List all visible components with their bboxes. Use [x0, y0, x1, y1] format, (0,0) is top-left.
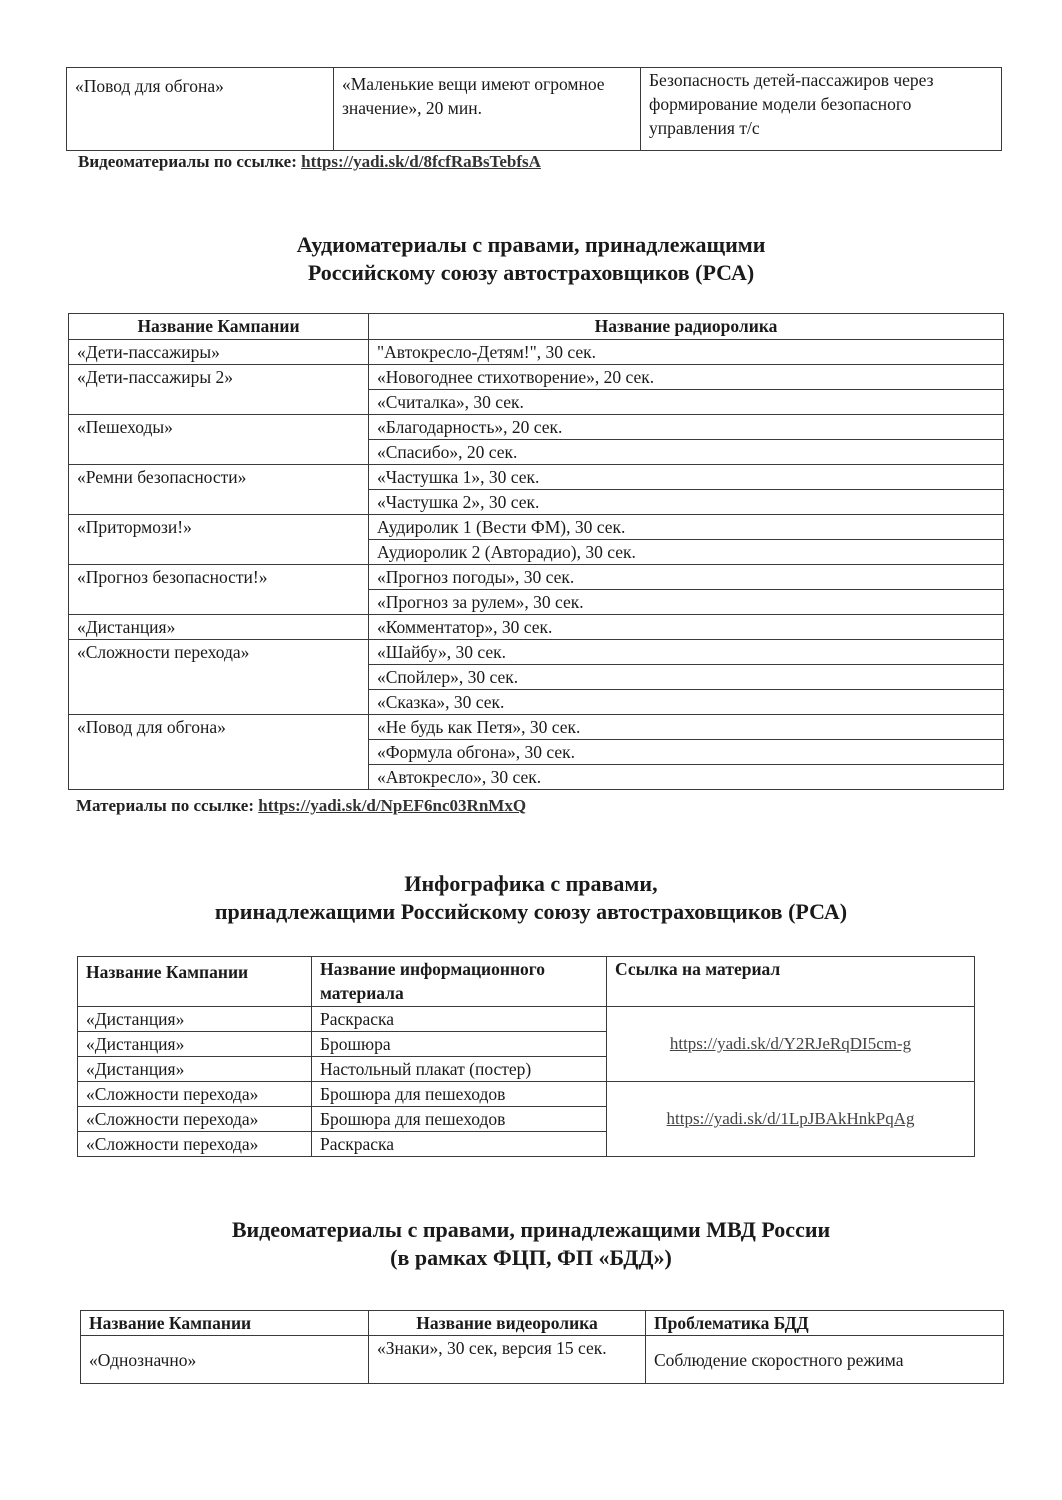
- radio-title-cell: «Прогноз за рулем», 30 сек.: [369, 590, 1004, 615]
- radio-title-cell: «Частушка 2», 30 сек.: [369, 490, 1004, 515]
- infographic-title-line2: принадлежащими Российскому союзу автостраховщиков (РСА): [214, 899, 848, 924]
- infographic-section-title: [0, 870, 1062, 926]
- audio-link-line: [76, 796, 526, 816]
- radio-title-cell: «Новогоднее стихотворение», 20 сек.: [369, 365, 1004, 390]
- infographic-link-crossing[interactable]: https://yadi.sk/d/1LpJBAkHnkPqAg: [666, 1109, 915, 1128]
- video-link-line: [78, 152, 541, 172]
- table-header-row: [78, 957, 975, 1007]
- link-cell: [607, 1082, 975, 1157]
- campaign-cell: «Дистанция»: [69, 615, 369, 640]
- infographic-table: [77, 956, 975, 1157]
- header-campaign: Название Кампании: [81, 1311, 369, 1336]
- video-section-title: [0, 1216, 1062, 1272]
- radio-title-cell: «Прогноз погоды», 30 сек.: [369, 565, 1004, 590]
- table-row: [69, 415, 1004, 440]
- table-row: [69, 515, 1004, 540]
- campaign-cell: «Прогноз безопасности!»: [69, 565, 369, 615]
- table-row: [69, 465, 1004, 490]
- table-row: [78, 1007, 975, 1032]
- video-title-cell: «Знаки», 30 сек, версия 15 сек.: [369, 1336, 646, 1384]
- material-cell: Брошюра для пешеходов: [312, 1082, 607, 1107]
- header-radio-title: Название радиоролика: [369, 314, 1004, 340]
- radio-title-cell: "Автокресло-Детям!", 30 сек.: [369, 340, 1004, 365]
- video-title-cell: «Маленькие вещи имеют огромное значение», 20 мин.: [334, 68, 641, 151]
- radio-title-cell: «Шайбу», 30 сек.: [369, 640, 1004, 665]
- table-row: [69, 640, 1004, 665]
- infographic-link-distance[interactable]: https://yadi.sk/d/Y2RJeRqDI5cm-g: [669, 1034, 912, 1053]
- campaign-cell: «Дистанция»: [78, 1057, 312, 1082]
- video-title-line1: Видеоматериалы с правами, принадлежащими МВД России: [231, 1217, 831, 1242]
- video-link-label: Видеоматериалы по ссылке:: [78, 152, 297, 171]
- campaign-cell: «Дистанция»: [78, 1007, 312, 1032]
- table-row: [81, 1336, 1004, 1384]
- radio-title-cell: Аудиоролик 2 (Авторадио), 30 сек.: [369, 540, 1004, 565]
- infographic-title-line1: Инфографика с правами,: [404, 871, 658, 896]
- audio-link[interactable]: https://yadi.sk/d/NpEF6nc03RnMxQ: [258, 796, 527, 815]
- mvd-video-table: [80, 1310, 1004, 1384]
- campaign-cell: «Повод для обгона»: [67, 68, 334, 151]
- radio-title-cell: «Сказка», 30 сек.: [369, 690, 1004, 715]
- campaign-cell: «Однозначно»: [81, 1336, 369, 1384]
- table-row: [69, 615, 1004, 640]
- campaign-cell: «Сложности перехода»: [69, 640, 369, 715]
- top-video-table: [66, 67, 1002, 151]
- video-link[interactable]: https://yadi.sk/d/8fcfRaBsTebfsA: [301, 152, 541, 171]
- radio-title-cell: Аудиролик 1 (Вести ФМ), 30 сек.: [369, 515, 1004, 540]
- material-cell: Раскраска: [312, 1132, 607, 1157]
- link-cell: [607, 1007, 975, 1082]
- campaign-cell: «Повод для обгона»: [69, 715, 369, 790]
- table-header-row: [81, 1311, 1004, 1336]
- campaign-cell: «Дети-пассажиры»: [69, 340, 369, 365]
- issue-cell: Соблюдение скоростного режима: [646, 1336, 1004, 1384]
- radio-title-cell: «Комментатор», 30 сек.: [369, 615, 1004, 640]
- audio-section-title: [0, 231, 1062, 287]
- radio-title-cell: «Спасибо», 20 сек.: [369, 440, 1004, 465]
- campaign-cell: «Пешеходы»: [69, 415, 369, 465]
- radio-title-cell: «Спойлер», 30 сек.: [369, 665, 1004, 690]
- material-cell: Настольный плакат (постер): [312, 1057, 607, 1082]
- header-link: Ссылка на материал: [607, 957, 975, 1007]
- radio-title-cell: «Не будь как Петя», 30 сек.: [369, 715, 1004, 740]
- campaign-cell: «Сложности перехода»: [78, 1082, 312, 1107]
- campaign-cell: «Дети-пассажиры 2»: [69, 365, 369, 415]
- campaign-cell: «Сложности перехода»: [78, 1107, 312, 1132]
- campaign-cell: «Притормози!»: [69, 515, 369, 565]
- audio-table: [68, 313, 1004, 790]
- campaign-cell: «Дистанция»: [78, 1032, 312, 1057]
- table-row: [69, 365, 1004, 390]
- radio-title-cell: «Частушка 1», 30 сек.: [369, 465, 1004, 490]
- header-campaign: Название Кампании: [78, 957, 312, 1007]
- issue-cell: Безопасность детей-пассажиров через формирование модели безопасного управления т/с: [641, 68, 1002, 151]
- table-row: [78, 1082, 975, 1107]
- audio-title-line1: Аудиоматериалы с правами, принадлежащими: [296, 232, 766, 257]
- radio-title-cell: «Формула обгона», 30 сек.: [369, 740, 1004, 765]
- radio-title-cell: «Считалка», 30 сек.: [369, 390, 1004, 415]
- table-row: [69, 340, 1004, 365]
- header-material: Название информационного материала: [312, 957, 607, 1007]
- video-title-line2: (в рамках ФЦП, ФП «БДД»): [390, 1245, 672, 1270]
- material-cell: Раскраска: [312, 1007, 607, 1032]
- campaign-cell: «Ремни безопасности»: [69, 465, 369, 515]
- campaign-cell: «Сложности перехода»: [78, 1132, 312, 1157]
- radio-title-cell: «Благодарность», 20 сек.: [369, 415, 1004, 440]
- radio-title-cell: «Автокресло», 30 сек.: [369, 765, 1004, 790]
- audio-title-line2: Российскому союзу автостраховщиков (РСА): [307, 260, 755, 285]
- header-issue: Проблематика БДД: [646, 1311, 1004, 1336]
- table-row: [69, 715, 1004, 740]
- table-header-row: [69, 314, 1004, 340]
- header-campaign: Название Кампании: [69, 314, 369, 340]
- material-cell: Брошюра для пешеходов: [312, 1107, 607, 1132]
- table-row: [69, 565, 1004, 590]
- audio-link-label: Материалы по ссылке:: [76, 796, 254, 815]
- table-row: [67, 68, 1002, 151]
- material-cell: Брошюра: [312, 1032, 607, 1057]
- header-video-title: Название видеоролика: [369, 1311, 646, 1336]
